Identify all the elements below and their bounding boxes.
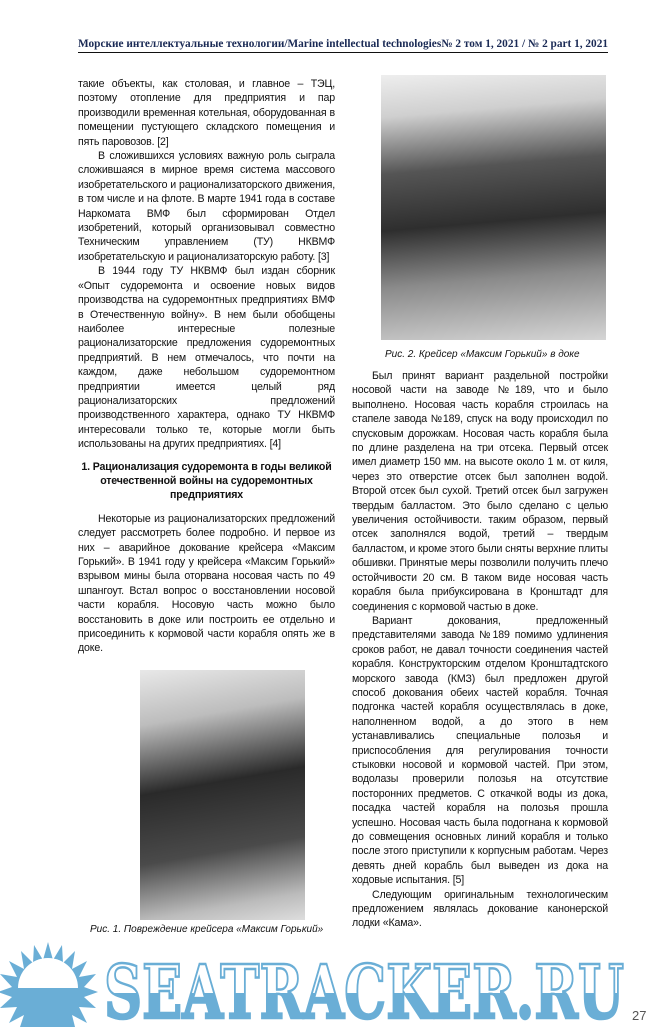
footer: [0, 942, 663, 1027]
section-heading: 1. Рационализация судоремонта в годы великой отечественной войны на судоремонтных предприятиях: [81, 460, 332, 502]
paragraph: такие объекты, как столовая, и главное – ТЭЦ, поэтому отопление для предприятия и пар производили временная котельная, оборудованная в помещении пустующего складского помещения и пять паровозов. [2]: [78, 78, 335, 148]
running-header: [78, 38, 608, 53]
paragraph: Следующим оригинальным технологическим предложением являлась докование канонерской лодки «Кама».: [352, 888, 608, 930]
columns: [78, 77, 608, 936]
watermark-text: SEATRACKER.RU: [104, 949, 624, 1027]
paragraph: В 1944 году ТУ НКВМФ был издан сборник «Опыт судоремонта и освоение новых видов производства на судоремонтных предприятиях ВМФ в Отечественную войну». В нем были обобщены наиболее интересные полезные рационализаторские предложения судоремонтных предприятий. В нем отмечалось, что почти на каждом, даже небольшом судоремонтном предприятии имеется целый ряд рационализаторских предложений производственного характера, однако ТУ НКВМФ интересовали только те, которые могли быть использованы на других предприятиях. [4]: [78, 265, 335, 451]
left-column: [78, 77, 335, 936]
sun-logo-icon: [0, 942, 98, 1027]
figure-2-caption: Рис. 2. Крейсер «Максим Горький» в доке: [385, 349, 580, 360]
figure-1-photo: [140, 670, 305, 920]
seatracker-watermark: [0, 942, 628, 1027]
issue-info: № 2 том 1, 2021 / № 2 part 1, 2021: [441, 38, 608, 50]
paragraph: Вариант докования, предложенный представителями завода №189 помимо удлинения сроков работ, не давал точности соединения частей корабля. Конструкторским отделом Кронштадтского морского завода (КМЗ) был предложен другой способ докования обеих частей корабля. Точная подгонка частей корабля осуществлялась в доке, наполненном водой, а до этого в нем устанавливались специальные полозья и приспособления для регулирования точности стыковки носовой и кормовой частей. При этом, водолазы проверили полозья на отсутствие посторонних предметов. С откачкой воды из дока, посадка частей корабля на полозья прошла успешно. Носовая часть была подогнана к кормовой до совмещения основных линий корабля и только после этого приступили к корпусным работам. Через девять дней корабль был выведен из дока на ходовые испытания. [5]: [352, 614, 608, 887]
paragraph: Некоторые из рационализаторских предложений следует рассмотреть более подробно. И первое из них – аварийное докование крейсера «Максим Горький». В 1941 году у крейсера «Максим Горький» взрывом мины была оторвана носовая часть по 49 шпангоут. Встал вопрос о восстановлении носовой части корабля. Носовую часть можно было восстановить в доке или построить ее отдельно и присоединить к кормовой части корабля опять же в доке.: [78, 512, 335, 655]
right-column: [352, 77, 608, 936]
paragraph: Был принят вариант раздельной постройки носовой части на заводе №189, что и было выполнено. Носовая часть корабля строилась на стапеле завода №189, спуск на воду происходил по спусковым дорожкам. Носовая часть корабля была по длине разделена на три отсека. Первый отсек имел диаметр 150 мм. на высоте около 1 м. от киля, через это отверстие отсек был заполнен водой. Второй отсек был сухой. Третий отсек был загружен твердым балластом. Это было сделано с целью увеличения остойчивости. таким образом, первый отсек заполнялся водой, третий – твердым балластом, и кроме этого были сняты верхние плиты обшивки. Принятые меры позволили получить плечо остойчивости 20 см. В таком виде носовая часть корабля была прибуксирована в Кронштадт для соединения с кормовой частью в доке.: [352, 370, 608, 613]
paragraph: В сложившихся условиях важную роль сыграла сложившаяся в мирное время система массового изобретательского и рационализаторского движения, в том числе и на флоте. В марте 1941 года в составе Наркомата ВМФ был сформирован Отдел изобретений, который организовывал совместно Техническим управлением (ТУ) НКВМФ изобретательскую и рационализаторскую работу. [3]: [78, 150, 335, 263]
journal-title: Морские интеллектуальные технологии/Marine intellectual technologies: [78, 38, 442, 50]
figure-1-caption: Рис. 1. Повреждение крейсера «Максим Горький»: [90, 923, 324, 935]
page-number: 27: [632, 1007, 647, 1023]
figure-2-photo: [381, 75, 606, 340]
